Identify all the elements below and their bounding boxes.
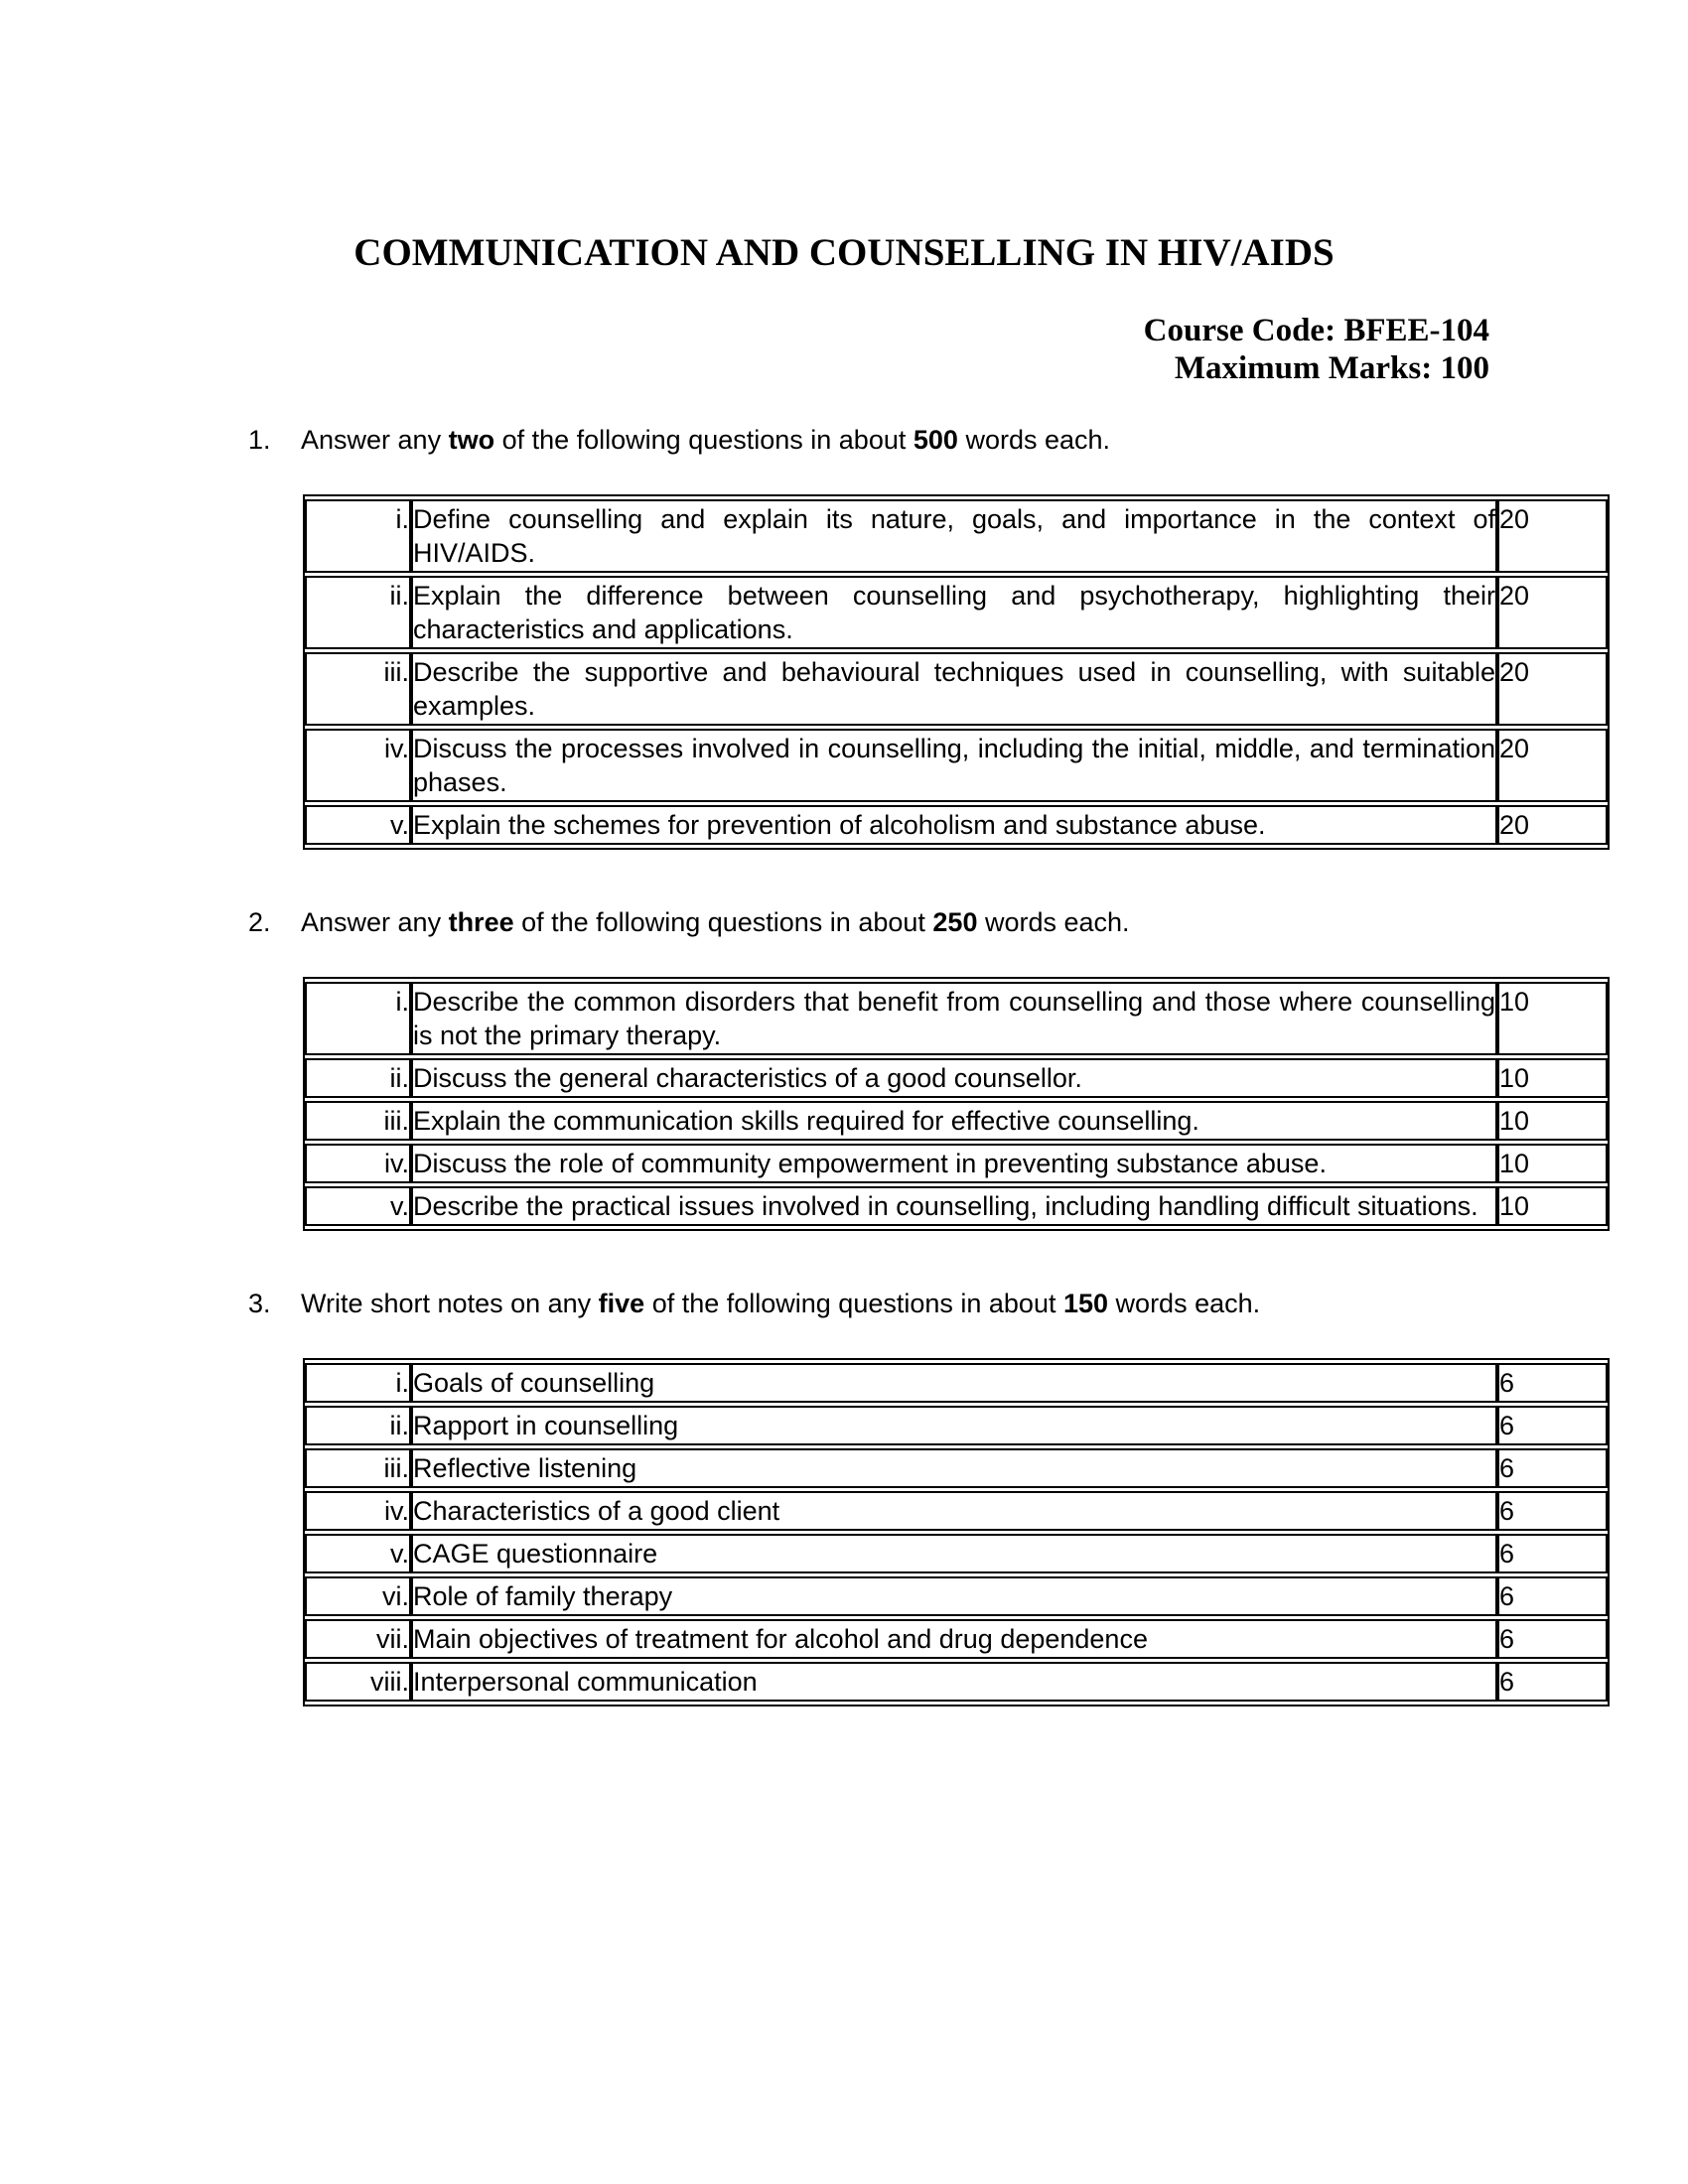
row-numeral: ii. xyxy=(305,576,411,649)
row-question: Explain the communication skills required for effective counselling. xyxy=(411,1101,1497,1141)
table-row xyxy=(305,1101,1608,1141)
row-marks: 20 xyxy=(1497,729,1608,802)
row-marks: 10 xyxy=(1497,982,1608,1055)
row-question: Reflective listening xyxy=(411,1448,1497,1488)
table-row xyxy=(305,1406,1608,1445)
row-question: Describe the practical issues involved in counselling, including handling difficult situations. xyxy=(411,1186,1497,1226)
question-table-3 xyxy=(303,1358,1610,1706)
page-title: COMMUNICATION AND COUNSELLING IN HIV/AIDS xyxy=(353,231,1335,274)
row-marks: 6 xyxy=(1497,1491,1608,1531)
row-marks: 10 xyxy=(1497,1186,1608,1226)
table-row xyxy=(305,652,1608,726)
row-marks: 6 xyxy=(1497,1363,1608,1403)
row-numeral: ii. xyxy=(305,1058,411,1098)
table-row xyxy=(305,499,1608,573)
row-question: Describe the common disorders that benefit from counselling and those where counselling is not the primary therapy. xyxy=(411,982,1497,1055)
row-numeral: vii. xyxy=(305,1619,411,1659)
section-2-heading xyxy=(248,905,1489,939)
row-marks: 20 xyxy=(1497,499,1608,573)
row-marks: 6 xyxy=(1497,1619,1608,1659)
row-marks: 6 xyxy=(1497,1534,1608,1573)
section-instruction: Answer any three of the following questions in about 250 words each. xyxy=(301,907,1130,937)
row-question: CAGE questionnaire xyxy=(411,1534,1497,1573)
row-marks: 20 xyxy=(1497,652,1608,726)
row-numeral: i. xyxy=(305,982,411,1055)
row-marks: 6 xyxy=(1497,1576,1608,1616)
row-question: Rapport in counselling xyxy=(411,1406,1497,1445)
row-numeral: v. xyxy=(305,1186,411,1226)
table-row xyxy=(305,1662,1608,1702)
section-number: 3. xyxy=(248,1289,271,1318)
table-row xyxy=(305,729,1608,802)
section-3-heading xyxy=(248,1287,1489,1320)
table-row xyxy=(305,1576,1608,1616)
row-marks: 6 xyxy=(1497,1662,1608,1702)
row-numeral: vi. xyxy=(305,1576,411,1616)
row-marks: 10 xyxy=(1497,1144,1608,1183)
row-numeral: iii. xyxy=(305,1448,411,1488)
row-question: Define counselling and explain its nature, goals, and importance in the context of HIV/AIDS. xyxy=(411,499,1497,573)
row-numeral: v. xyxy=(305,1534,411,1573)
table-row xyxy=(305,1058,1608,1098)
course-info-block xyxy=(199,312,1489,387)
row-numeral: iii. xyxy=(305,1101,411,1141)
row-question: Explain the difference between counselling and psychotherapy, highlighting their characteristics and applications. xyxy=(411,576,1497,649)
row-question: Role of family therapy xyxy=(411,1576,1497,1616)
row-question: Characteristics of a good client xyxy=(411,1491,1497,1531)
row-question: Discuss the general characteristics of a good counsellor. xyxy=(411,1058,1497,1098)
section-instruction: Answer any two of the following questions in about 500 words each. xyxy=(301,425,1111,455)
table-row xyxy=(305,1491,1608,1531)
row-marks: 20 xyxy=(1497,805,1608,845)
row-question: Main objectives of treatment for alcohol and drug dependence xyxy=(411,1619,1497,1659)
table-row xyxy=(305,1186,1608,1226)
row-question: Interpersonal communication xyxy=(411,1662,1497,1702)
row-numeral: i. xyxy=(305,499,411,573)
row-numeral: viii. xyxy=(305,1662,411,1702)
table-row xyxy=(305,1534,1608,1573)
table-row xyxy=(305,1619,1608,1659)
row-numeral: iii. xyxy=(305,652,411,726)
table-row xyxy=(305,1144,1608,1183)
row-question: Discuss the role of community empowerment in preventing substance abuse. xyxy=(411,1144,1497,1183)
row-numeral: ii. xyxy=(305,1406,411,1445)
table-row xyxy=(305,1363,1608,1403)
row-numeral: iv. xyxy=(305,1491,411,1531)
row-question: Describe the supportive and behavioural techniques used in counselling, with suitable examples. xyxy=(411,652,1497,726)
maximum-marks-line: Maximum Marks: 100 xyxy=(1174,350,1489,386)
row-numeral: iv. xyxy=(305,1144,411,1183)
row-marks: 10 xyxy=(1497,1058,1608,1098)
row-question: Explain the schemes for prevention of alcoholism and substance abuse. xyxy=(411,805,1497,845)
section-1-heading xyxy=(248,423,1489,457)
row-marks: 6 xyxy=(1497,1406,1608,1445)
course-code-line: Course Code: BFEE-104 xyxy=(1143,313,1489,348)
row-marks: 10 xyxy=(1497,1101,1608,1141)
row-marks: 6 xyxy=(1497,1448,1608,1488)
row-marks: 20 xyxy=(1497,576,1608,649)
question-table-1 xyxy=(303,494,1610,850)
row-numeral: i. xyxy=(305,1363,411,1403)
table-row xyxy=(305,576,1608,649)
table-row xyxy=(305,1448,1608,1488)
row-numeral: iv. xyxy=(305,729,411,802)
question-table-2 xyxy=(303,977,1610,1231)
section-number: 1. xyxy=(248,425,271,455)
table-row xyxy=(305,805,1608,845)
row-question: Goals of counselling xyxy=(411,1363,1497,1403)
row-question: Discuss the processes involved in counselling, including the initial, middle, and termination phases. xyxy=(411,729,1497,802)
section-number: 2. xyxy=(248,907,271,937)
table-row xyxy=(305,982,1608,1055)
section-instruction: Write short notes on any five of the following questions in about 150 words each. xyxy=(301,1289,1261,1318)
row-numeral: v. xyxy=(305,805,411,845)
